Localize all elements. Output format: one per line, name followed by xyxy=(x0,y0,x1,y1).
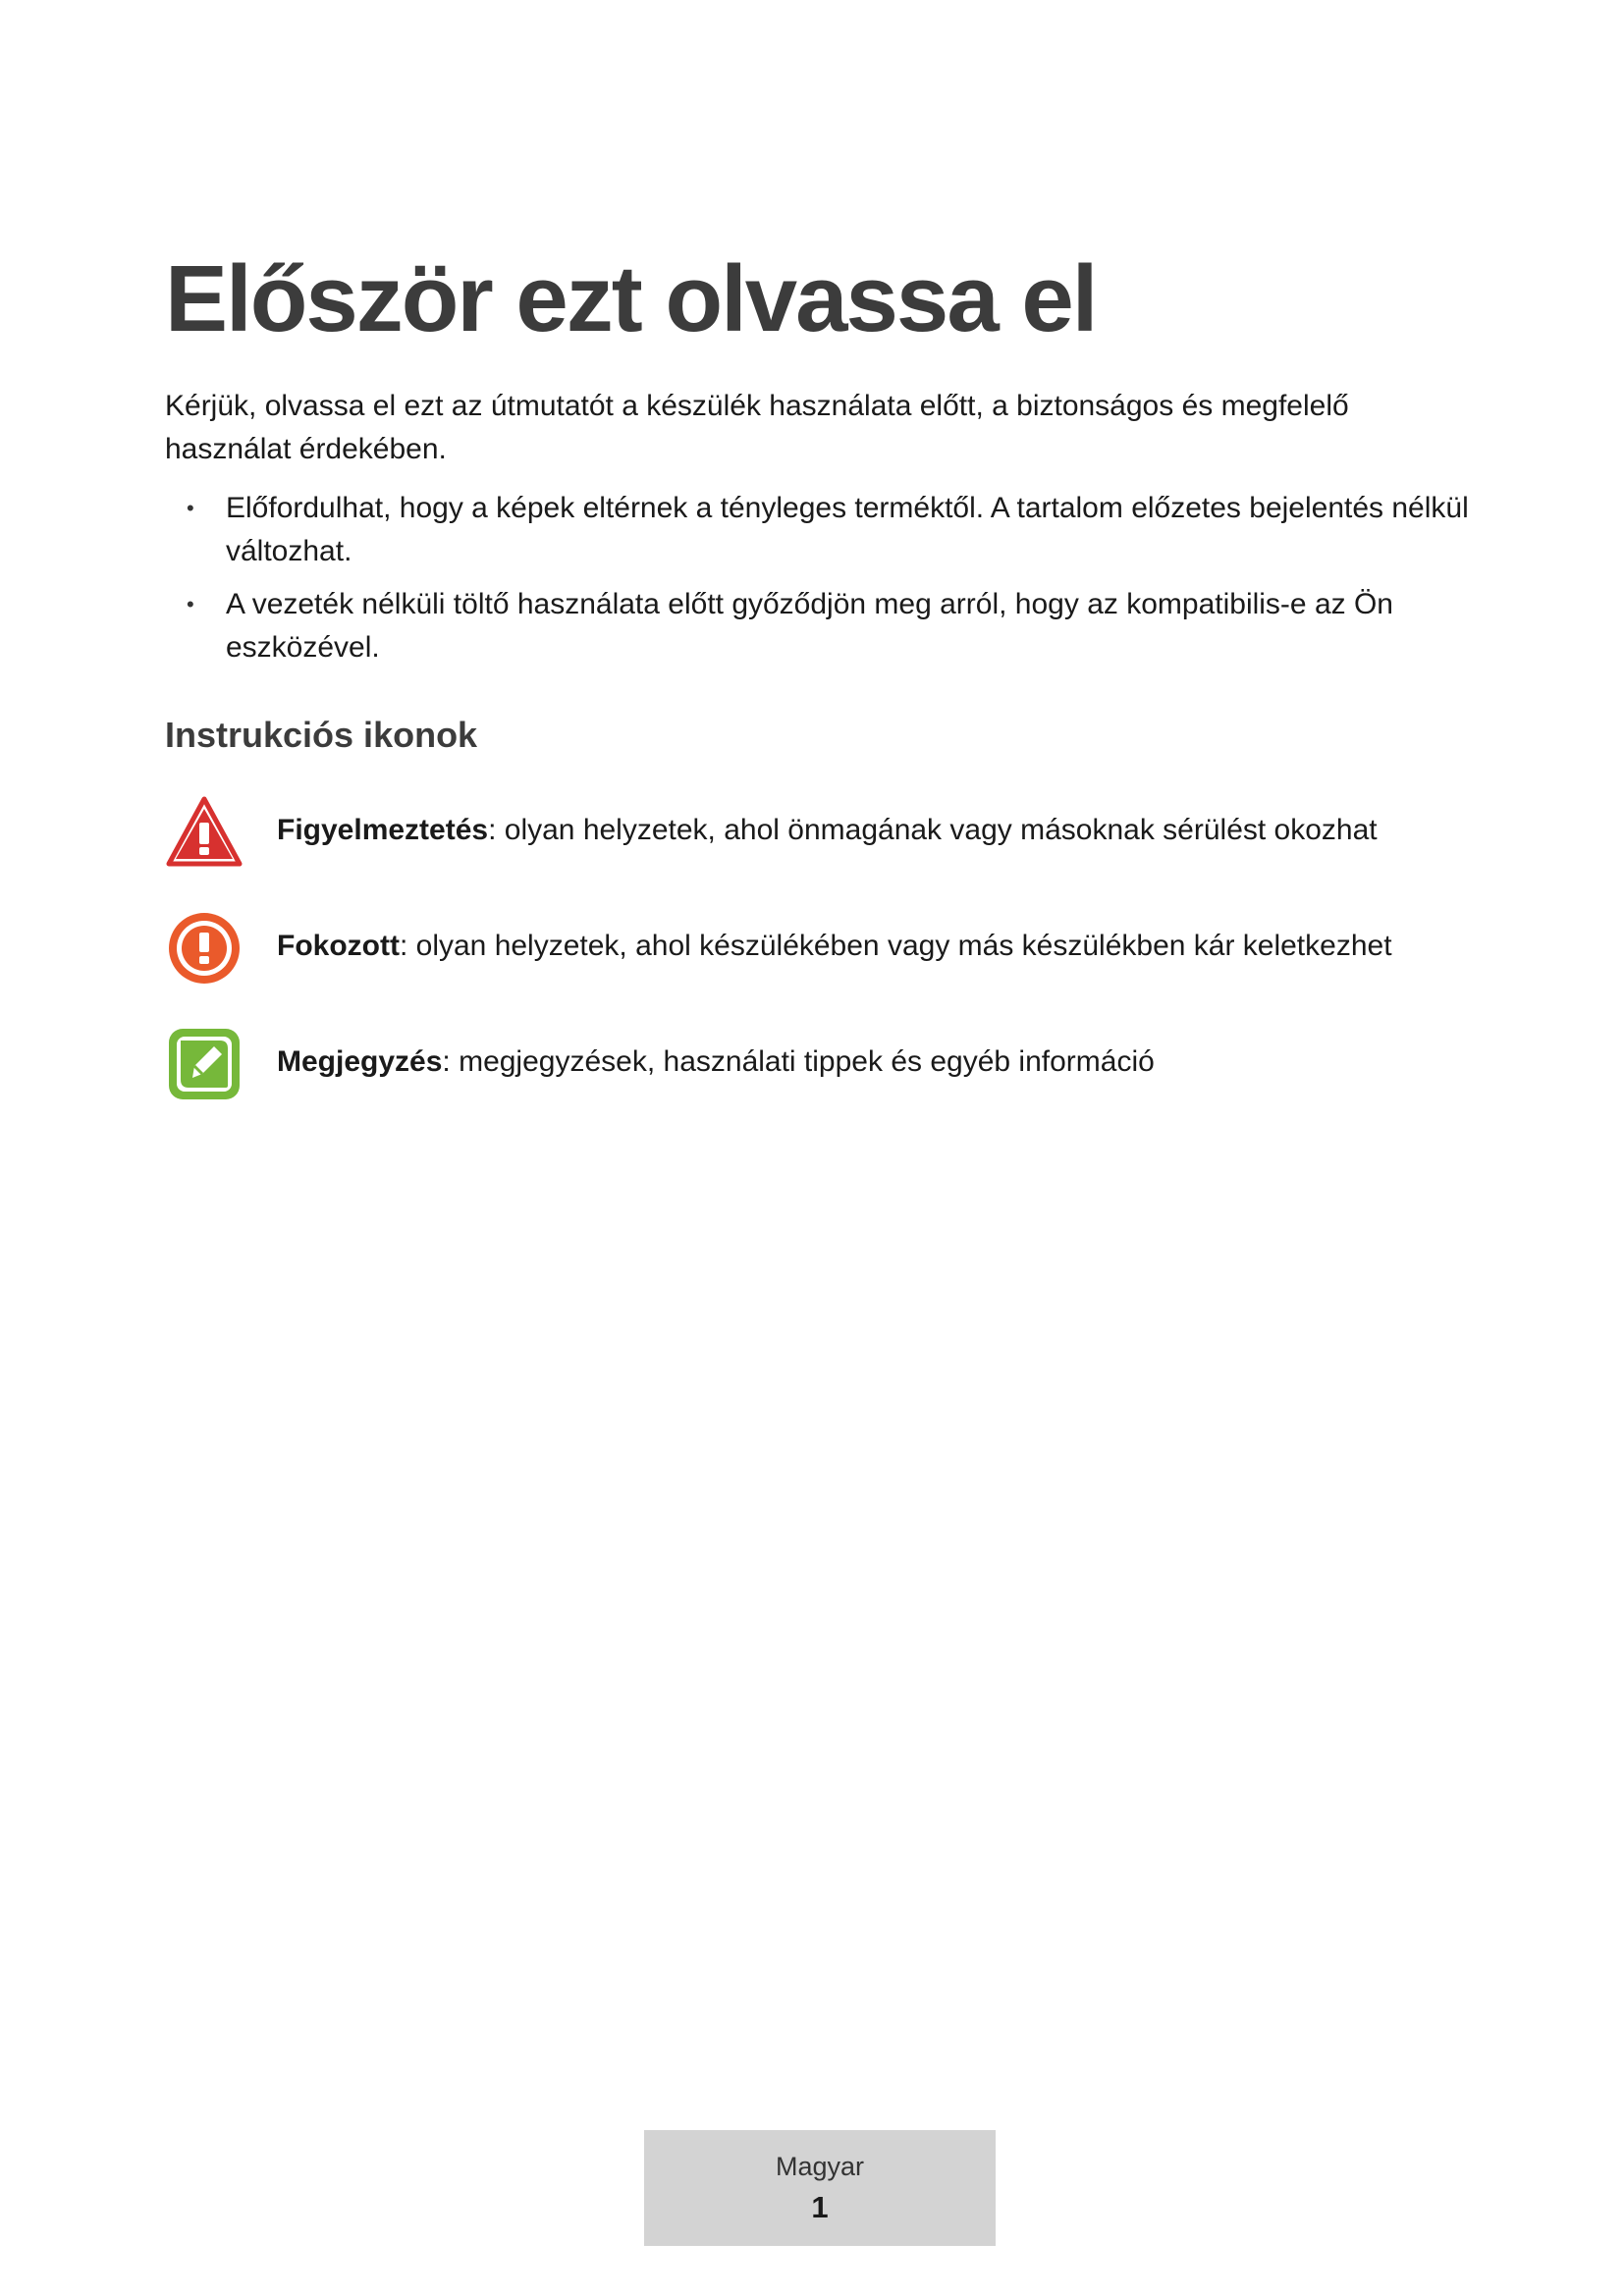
footer-language: Magyar xyxy=(775,2152,865,2181)
bullet-marker: • xyxy=(187,592,194,616)
list-item xyxy=(187,487,1492,573)
caution-label: Fokozott xyxy=(277,930,400,962)
section-heading: Instrukciós ikonok xyxy=(165,715,478,755)
note-text: : megjegyzések, használati tippek és egyéb információ xyxy=(442,1045,1155,1078)
caution-text: : olyan helyzetek, ahol készülékében vagy más készülékben kár keletkezhet xyxy=(399,930,1392,962)
note-label: Megjegyzés xyxy=(277,1045,443,1078)
warning-description xyxy=(277,811,1378,850)
bullet-marker: • xyxy=(187,496,194,520)
page-title: Először ezt olvassa el xyxy=(165,246,1097,351)
caution-circle-icon xyxy=(165,909,244,988)
warning-text: : olyan helyzetek, ahol önmagának vagy másoknak sérülést okozhat xyxy=(488,814,1378,846)
note-pen-icon xyxy=(165,1025,244,1103)
note-row xyxy=(165,1025,1490,1103)
caution-description xyxy=(277,927,1392,966)
list-item xyxy=(187,583,1492,669)
warning-triangle-icon xyxy=(165,793,244,872)
list-item-text: Előfordulhat, hogy a képek eltérnek a tényleges terméktől. A tartalom előzetes bejelentés nélkül változhat. xyxy=(226,492,1469,567)
warning-label: Figyelmeztetés xyxy=(277,814,489,846)
page-number: 1 xyxy=(811,2190,829,2224)
bullet-list xyxy=(187,487,1492,679)
page-footer xyxy=(644,2130,996,2246)
list-item-text: A vezeték nélküli töltő használata előtt győződjön meg arról, hogy az kompatibilis-e az Ön eszközével. xyxy=(226,588,1393,664)
intro-paragraph: Kérjük, olvassa el ezt az útmutatót a készülék használata előtt, a biztonságos és megfelelő használat érdekében. xyxy=(165,390,1349,465)
warning-row xyxy=(165,793,1490,872)
caution-row xyxy=(165,909,1490,988)
note-description xyxy=(277,1042,1155,1082)
